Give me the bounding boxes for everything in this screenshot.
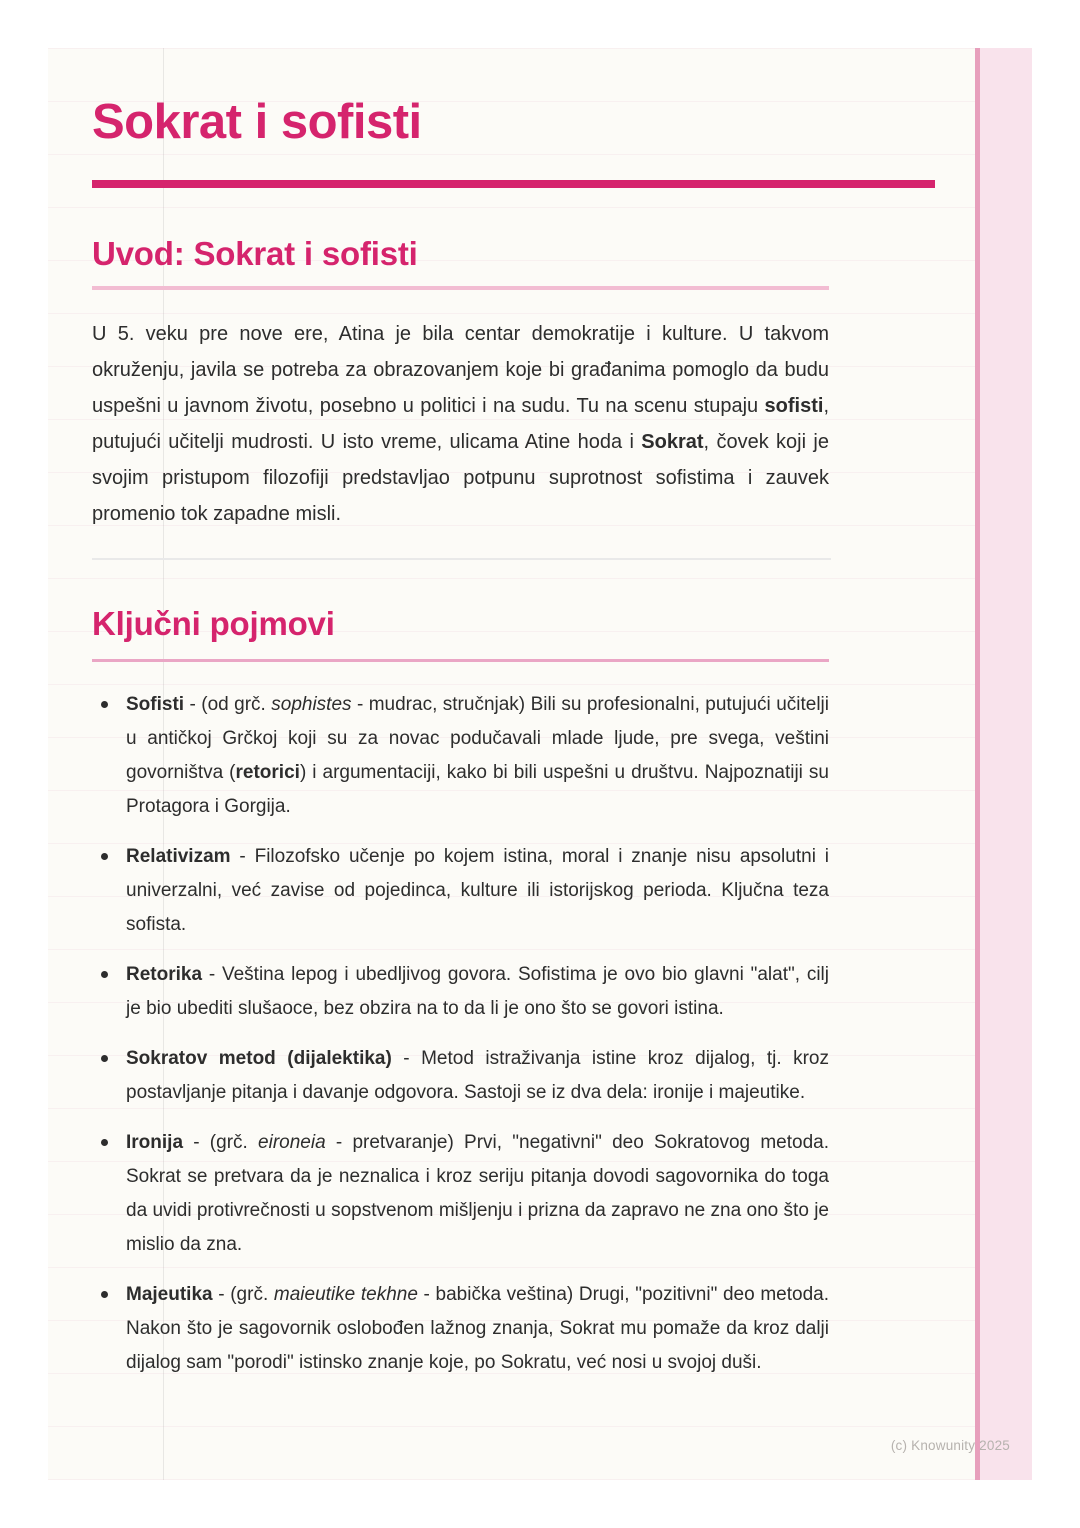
text-run: - babička veština) Drugi, "pozitivni" deo metoda. Nakon što je sagovornik oslobođen lažnog znanja, Sokrat mu pomaže da kroz dalji dijalog sam "porodi" istinsko znanje koje, po Sokratu, već nosi u svojoj duši. (126, 1284, 829, 1373)
text-run: U 5. veku pre nove ere, Atina je bila centar demokratije i kulture. U takvom okruženju, javila se potreba za obrazovanjem koje bi građanima pomoglo da budu uspešni u javnom životu, posebno u politici i na sudu. Tu na scenu stupaju (92, 323, 829, 417)
text-run: - (grč. (212, 1284, 274, 1305)
key-terms-heading: Ključni pojmovi (92, 605, 335, 642)
text-run: - mudrac, stručnjak) Bili su profesionalni, putujući učitelji u antičkoj Grčkoj koji su za novac podučavali mlade ljude, pre svega, veštini govorništva ( (126, 694, 829, 783)
key-terms-underline (92, 659, 829, 662)
term-item-sokratov-metod (92, 1042, 829, 1110)
text-run-bold: retorici (235, 762, 300, 783)
intro-heading-underline (92, 286, 829, 290)
section-divider (92, 558, 831, 560)
text-run: - Veština lepog i ubedljivog govora. Sofistima je ovo bio glavni "alat", cilj je bio ubediti slušaoce, bez obzira na to da li je ono što se govori istina. (126, 964, 829, 1019)
content-column (92, 48, 938, 1396)
text-run: , putujući učitelji mudrosti. U isto vreme, ulicama Atine hoda i (92, 395, 829, 453)
term-label: Sofisti (126, 694, 185, 715)
term-label: Retorika (126, 964, 203, 985)
term-label: Sokratov metod (dijalektika) (126, 1048, 392, 1069)
text-run-bold: Sokrat (641, 431, 704, 453)
page-title: Sokrat i sofisti (92, 95, 422, 149)
term-item-majeutika (92, 1278, 829, 1380)
note-card (48, 48, 1032, 1480)
text-run: - Filozofsko učenje po kojem istina, moral i znanje nisu apsolutni i univerzalni, već zavise od pojedinca, kulture ili istorijskog perioda. Ključna teza sofista. (126, 846, 829, 935)
text-run-bold: sofisti (764, 395, 824, 417)
intro-section-heading: Uvod: Sokrat i sofisti (92, 235, 418, 272)
text-run: - (od grč. (184, 694, 272, 715)
key-terms-list (92, 688, 829, 1380)
right-margin-stripe (975, 48, 1032, 1480)
term-item-retorika (92, 958, 829, 1026)
term-item-sofisti (92, 688, 829, 824)
intro-paragraph (92, 316, 829, 532)
term-item-relativizam (92, 840, 829, 942)
text-run-italic: maieutike tekhne (273, 1284, 418, 1305)
text-run: - pretvaranje) Prvi, "negativni" deo Sokratovog metoda. Sokrat se pretvara da je neznalica i kroz seriju pitanja dovodi sagovornika do toga da uvidi protivrečnosti u sopstvenom mišljenju i prizna da zapravo ne zna ono što je mislio da zna. (126, 1132, 829, 1255)
text-run: ) i argumentaciji, kako bi bili uspešni u društvu. Najpoznatiji su Protagora i Gorgija. (126, 762, 829, 817)
watermark: (c) Knowunity 2025 (890, 1438, 1010, 1453)
title-divider (92, 180, 935, 188)
text-run-italic: sophistes (271, 694, 352, 715)
text-run: - (grč. (183, 1132, 259, 1153)
term-label: Majeutika (126, 1284, 213, 1305)
term-label: Ironija (126, 1132, 184, 1153)
text-run-italic: eironeia (258, 1132, 326, 1153)
term-item-ironija (92, 1126, 829, 1262)
text-run: - Metod istraživanja istine kroz dijalog, tj. kroz postavljanje pitanja i davanje odgovora. Sastoji se iz dva dela: ironije i majeutike. (126, 1048, 829, 1103)
term-label: Relativizam (126, 846, 231, 867)
text-run: , čovek koji je svojim pristupom filozofiji predstavljao potpunu suprotnost sofistima i zauvek promenio tok zapadne misli. (92, 431, 829, 525)
